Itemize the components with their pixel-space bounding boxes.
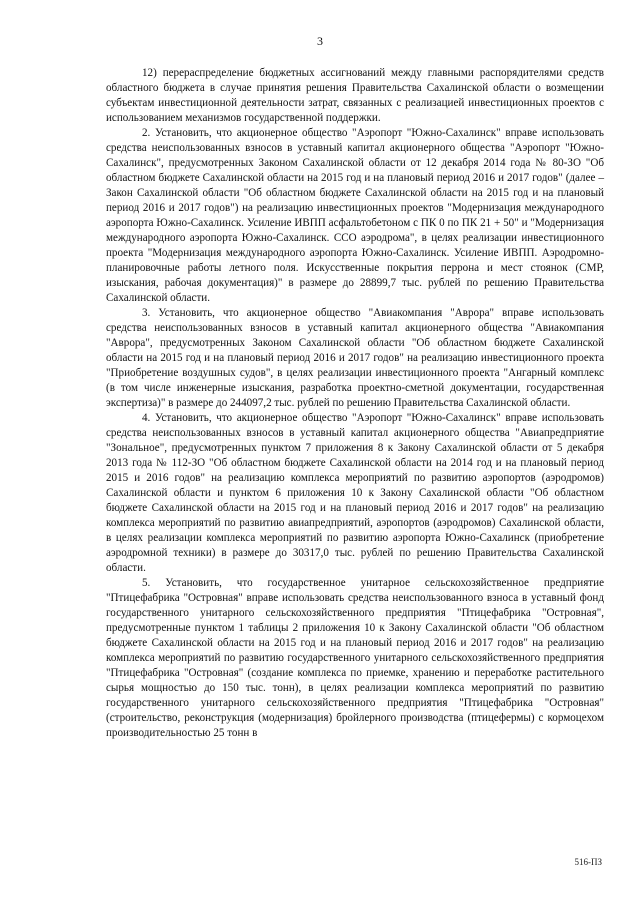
document-code: 516-ПЗ — [574, 857, 602, 867]
page-number: 3 — [317, 34, 323, 48]
document-body — [106, 66, 604, 741]
paragraph-4: 4. Установить, что акционерное общество "Аэропорт "Южно-Сахалинск" вправе использовать средства неиспользованных взносов в уставный капитал акционерного общества "Авиапредприятие "Зональное", предусмотренных пунктом 7 приложения 8 к Закону Сахалинской области от 5 декабря 2013 года № 112-ЗО "Об областном бюджете Сахалинской области на 2014 год и на плановый период 2015 и 2016 годов" на реализацию комплекса мероприятий по развитию аэропортов (аэродромов) Сахалинской области и пунктом 6 приложения 10 к Закону Сахалинской области "Об областном бюджете Сахалинской области на 2015 год и на плановый период 2016 и 2017 годов" на реализацию комплекса мероприятий по развитию авиапредприятий, аэропортов (аэродромов) Сахалинской области, в целях реализации комплекса мероприятий по развитию аэропорта Южно-Сахалинск (приобретение аэродромной техники) в размере до 30317,0 тыс. рублей по решению Правительства Сахалинской области. — [106, 412, 604, 574]
paragraph-item-12: 12) перераспределение бюджетных ассигнований между главными распорядителями средств областного бюджета в случае принятия решения Правительства Сахалинской области о возмещении субъектам инвестиционной деятельности затрат, связанных с реализацией инвестиционных проектов с использованием механизмов государственной поддержки. — [106, 67, 604, 124]
paragraph-3: 3. Установить, что акционерное общество "Авиакомпания "Аврора" вправе использовать средства неиспользованных взносов в уставный капитал акционерного общества "Авиакомпания "Аврора", предусмотренных Законом Сахалинской области "Об областном бюджете Сахалинской области на 2015 год и на плановый период 2016 и 2017 годов" на реализацию инвестиционного проекта "Приобретение воздушных судов", в целях реализации инвестиционного проекта "Ангарный комплекс (в том числе инженерные изыскания, разработка проектно-сметной документации, государственная экспертиза)" в размере до 244097,2 тыс. рублей по решению Правительства Сахалинской области. — [106, 307, 604, 409]
paragraph-5: 5. Установить, что государственное унитарное сельскохозяйственное предприятие "Птицефабрика "Островная" вправе использовать средства неиспользованного взноса в уставный фонд государственного унитарного сельскохозяйственного предприятия "Птицефабрика "Островная", предусмотренные пунктом 1 таблицы 2 приложения 10 к Закону Сахалинской области "Об областном бюджете Сахалинской области на 2015 год и на плановый период 2016 и 2017 годов" на реализацию комплекса мероприятий по развитию государственного унитарного сельскохозяйственного предприятия "Птицефабрика "Островная" (создание комплекса по приемке, хранению и переработке растительного сырья мощностью до 150 тыс. тонн), в целях реализации комплекса мероприятий по развитию государственного унитарного сельскохозяйственного предприятия "Птицефабрика "Островная" (строительство, реконструкция (модернизация) бройлерного производства (птицефермы) с кормоцехом производительностью 25 тонн в — [106, 577, 604, 739]
paragraph-2: 2. Установить, что акционерное общество "Аэропорт "Южно-Сахалинск" вправе использовать средства неиспользованных взносов в уставный капитал акционерного общества "Аэропорт "Южно-Сахалинск", предусмотренных Законом Сахалинской области от 12 декабря 2014 года № 80-ЗО "Об областном бюджете Сахалинской области на 2015 год и на плановый период 2016 и 2017 годов" (далее – Закон Сахалинской области "Об областном бюджете Сахалинской области на 2015 год и на плановый период 2016 и 2017 годов") на реализацию инвестиционных проектов "Модернизация международного аэропорта Южно-Сахалинск. Усиление ИВПП асфальтобетоном с ПК 0 по ПК 21 + 50" и "Модернизация международного аэропорта Южно-Сахалинск. ССО аэродрома", в целях реализации инвестиционного проекта "Модернизация международного аэропорта Южно-Сахалинск. Усиление ИВПП. Аэродромно-планировочные работы летного поля. Искусственные покрытия перрона и мест стоянок (СМР, изыскания, рабочая документация)" в размере до 28899,7 тыс. рублей по решению Правительства Сахалинской области. — [106, 127, 604, 304]
